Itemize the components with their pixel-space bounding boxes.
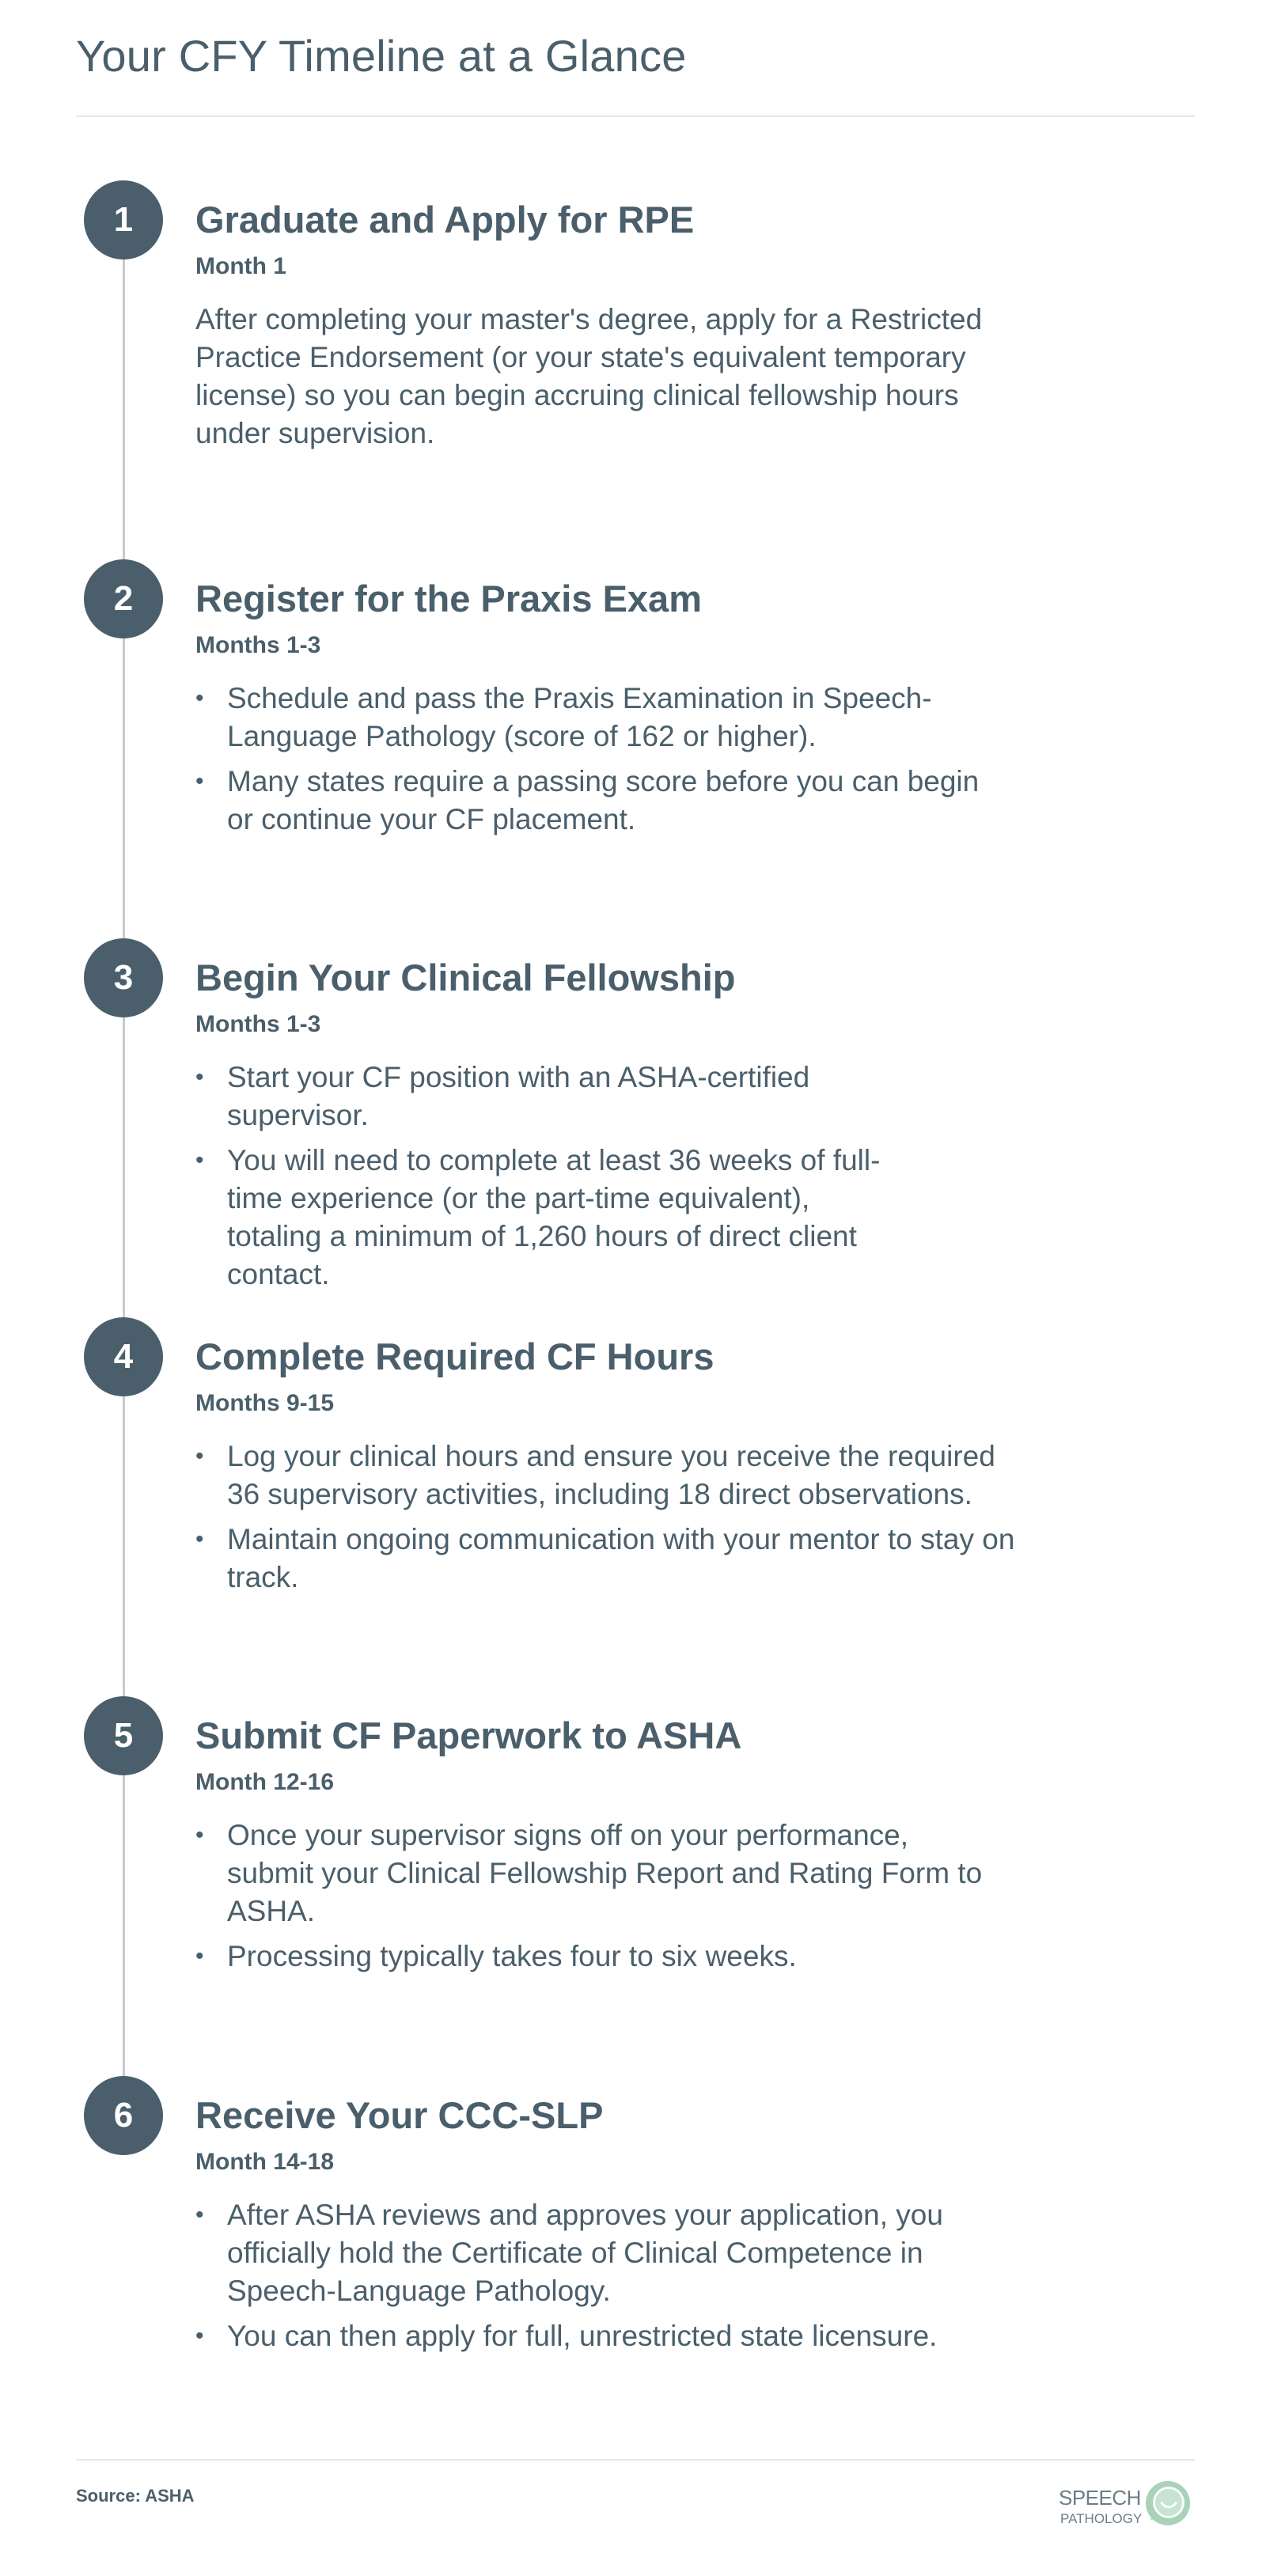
step-title: Receive Your CCC-SLP bbox=[195, 2094, 604, 2136]
step-bullet-list bbox=[195, 1059, 908, 1301]
step-title: Submit CF Paperwork to ASHA bbox=[195, 1714, 742, 1756]
bullet-icon: • bbox=[195, 1526, 204, 1552]
bullet-icon: • bbox=[195, 768, 204, 794]
step-period: Months 1-3 bbox=[195, 632, 321, 658]
list-item-text: After ASHA reviews and approves your application, you officially hold the Certificate of Clinical Competence in Speech-Language Pathology. bbox=[227, 2199, 943, 2307]
step-bullet-list bbox=[195, 1438, 1018, 1604]
speech-bubble-icon bbox=[1143, 2478, 1193, 2529]
list-item-text: Schedule and pass the Praxis Examination in Speech-Language Pathology (score of 162 or higher). bbox=[227, 682, 932, 752]
bullet-icon: • bbox=[195, 1147, 204, 1173]
list-item bbox=[195, 1521, 1018, 1597]
step-bullet-list bbox=[195, 1816, 1003, 1983]
logo-text-line1: SPEECH bbox=[1059, 2486, 1141, 2510]
list-item bbox=[195, 2317, 995, 2355]
step-period: Month 1 bbox=[195, 253, 286, 279]
step-number-badge: 6 bbox=[84, 2076, 163, 2155]
step-number-badge: 5 bbox=[84, 1696, 163, 1775]
step-period: Months 1-3 bbox=[195, 1011, 321, 1037]
bullet-icon: • bbox=[195, 1443, 204, 1469]
bullet-icon: • bbox=[195, 1064, 204, 1090]
list-item-text: Many states require a passing score before you can begin or continue your CF placement. bbox=[227, 765, 980, 835]
step-title: Begin Your Clinical Fellowship bbox=[195, 957, 736, 998]
list-item bbox=[195, 1938, 1003, 1976]
list-item bbox=[195, 1142, 908, 1294]
list-item-text: Start your CF position with an ASHA-certified supervisor. bbox=[227, 1061, 810, 1131]
step-period: Month 12-16 bbox=[195, 1769, 335, 1795]
step-title: Register for the Praxis Exam bbox=[195, 578, 702, 619]
bullet-icon: • bbox=[195, 1943, 204, 1969]
step-period: Month 14-18 bbox=[195, 2149, 335, 2175]
step-bullet-list bbox=[195, 680, 995, 846]
list-item-text: You can then apply for full, unrestricted state licensure. bbox=[227, 2320, 938, 2352]
source-credit: Source: ASHA bbox=[76, 2486, 195, 2506]
step-number-badge: 1 bbox=[84, 180, 163, 259]
step-title: Graduate and Apply for RPE bbox=[195, 199, 695, 241]
bottom-divider bbox=[76, 2459, 1195, 2460]
step-description: After completing your master's degree, apply for a Restricted Practice Endorsement (or your state's equivalent temporary license) so you can begin accruing clinical fellowship hours under supervision. bbox=[195, 303, 983, 449]
page-title: Your CFY Timeline at a Glance bbox=[76, 31, 687, 81]
list-item bbox=[195, 1059, 908, 1135]
top-divider bbox=[76, 116, 1195, 117]
list-item-text: Log your clinical hours and ensure you receive the required 36 supervisory activities, including 18 direct observations. bbox=[227, 1440, 995, 1510]
list-item bbox=[195, 2196, 995, 2310]
timeline-connector-line bbox=[123, 222, 125, 2120]
bullet-icon: • bbox=[195, 2202, 204, 2228]
list-item bbox=[195, 1438, 1018, 1513]
logo-text-line2: PATHOLOGY bbox=[1060, 2511, 1143, 2526]
step-bullet-list bbox=[195, 2196, 995, 2362]
speech-pathology-logo bbox=[1059, 2476, 1193, 2532]
list-item-text: Once your supervisor signs off on your performance, submit your Clinical Fellowship Report and Rating Form to ASHA. bbox=[227, 1819, 983, 1927]
list-item-text: Processing typically takes four to six weeks. bbox=[227, 1940, 797, 1972]
step-period: Months 9-15 bbox=[195, 1390, 335, 1416]
bullet-icon: • bbox=[195, 685, 204, 711]
list-item-text: Maintain ongoing communication with your mentor to stay on track. bbox=[227, 1523, 1015, 1593]
step-title: Complete Required CF Hours bbox=[195, 1335, 714, 1377]
list-item bbox=[195, 680, 995, 756]
step-number-badge: 3 bbox=[84, 938, 163, 1017]
bullet-icon: • bbox=[195, 2323, 204, 2349]
bullet-icon: • bbox=[195, 1822, 204, 1848]
step-number-badge: 2 bbox=[84, 559, 163, 638]
list-item-text: You will need to complete at least 36 weeks of full-time experience (or the part-time equivalent), totaling a minimum of 1,260 hours of direct client contact. bbox=[227, 1144, 881, 1290]
list-item bbox=[195, 763, 995, 839]
step-number-badge: 4 bbox=[84, 1317, 163, 1396]
list-item bbox=[195, 1816, 1003, 1930]
